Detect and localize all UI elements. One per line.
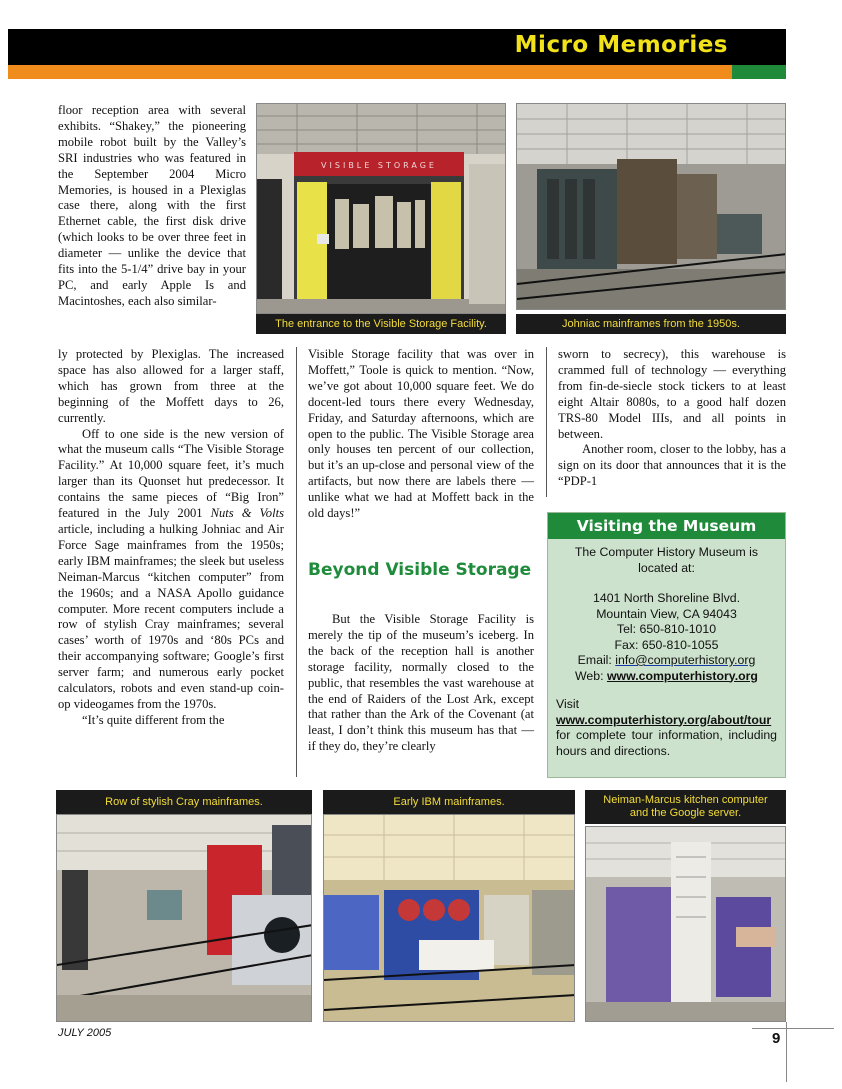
email-link[interactable]: info@computerhistory.org [615, 653, 756, 667]
photo-johniac [516, 103, 786, 310]
entrance-sign-text: VISIBLE STORAGE [321, 161, 437, 170]
johniac-illustration [517, 104, 786, 310]
web-row: Web: www.computerhistory.org [575, 668, 758, 683]
page-number: 9 [772, 1030, 781, 1047]
article-paragraph: “It’s quite different from the [82, 712, 225, 727]
article-paragraph: Another room, closer to the lobby, has a sign on its door that announces that it is the “PDP-1 [558, 442, 786, 489]
photo-ibm [323, 814, 575, 1022]
column-divider [546, 347, 547, 497]
article-paragraph: sworn to secrecy), this warehouse is crammed full of technology — everything from fin-de-siecle stock tickers to at least eight Altair 8080s, to a good half dozen TRS-80 Model IIIs, and all points in between. [558, 347, 786, 441]
article-paragraph: ly protected by Plexiglas. The increased space has also allowed for a larger staff, which has grown from three at the beginning of the Moffett days to 26, currently. [58, 347, 284, 425]
header-stripe-orange [8, 65, 732, 79]
caption-cray: Row of stylish Cray mainframes. [56, 790, 312, 814]
caption-johniac: Johniac mainframes from the 1950s. [516, 314, 786, 334]
article-paragraph: Off to one side is the new version of what the museum calls “The Visible Storage Facility.” At 10,000 square feet, it’s much larger than its Quonset hut predecessor. It contains the same pieces of “Big Iron” featured in the July 2001 Nuts & Volts article, including a hulking Johniac and Air Force Sage mainframes from the 1950s; early IBM mainframes; the sleek but useless Neiman-Marcus “kitchen computer” from the 1960s; and a NASA Apollo guidance computer. More recent computers include a row of stylish Cray mainframes; several cases’ worth of 1970s and ‘80s PCs and their accompanying software; Google’s first server farm; and numerous early pocket calculators, robots and even stand-up coin-op videogames from the 1970s. [58, 426, 284, 711]
article-paragraph: Visible Storage facility that was over in Moffett,” Toole is quick to mention. “Now, we’ve got about 10,000 square feet. We do docent-led tours there every Wednesday, Friday, and Saturday afternoons, which are open to the public. The Visible Storage area only houses ten percent of our collection, but it’s an up-close and personal view of the artifacts, but now there are labels there — unlike what we had at Moffett back in the old days!” [308, 347, 534, 521]
issue-date: JULY 2005 [58, 1027, 112, 1039]
photo-neiman [585, 826, 786, 1022]
phone-number: Tel: 650-810-1010 [616, 622, 717, 636]
address-line-2: Mountain View, CA 94043 [596, 606, 737, 621]
article-column-1b [58, 347, 284, 729]
email-row: Email: info@computerhistory.org [577, 653, 756, 667]
footer-rule [752, 1028, 834, 1029]
sidebar-body [548, 539, 785, 765]
article-column-2b [308, 612, 534, 755]
tour-link[interactable]: www.computerhistory.org/about/tour [556, 712, 772, 727]
neiman-illustration [586, 827, 786, 1022]
caption-ibm: Early IBM mainframes. [323, 790, 575, 814]
sidebar-title: Visiting the Museum [548, 513, 785, 539]
caption-neiman: Neiman-Marcus kitchen computer and the Google server. [585, 790, 786, 824]
address-line-1: 1401 North Shoreline Blvd. [593, 591, 740, 605]
photo-cray [56, 814, 312, 1022]
footer-rule-vertical [786, 1022, 787, 1082]
article-column-3 [558, 347, 786, 490]
caption-entrance: The entrance to the Visible Storage Facility. [256, 314, 506, 334]
article-column-2a [308, 347, 534, 522]
ibm-illustration [324, 815, 575, 1022]
visiting-museum-sidebar [547, 512, 786, 778]
sidebar-visit-text: Visit www.computerhistory.org/about/tour for complete tour information, including hours and directions. [556, 697, 777, 758]
article-paragraph: But the Visible Storage Facility is merely the tip of the museum’s iceberg. In the back of the reception hall is another storage facility, normally closed to the public, that resembles the vast warehouse at the end of Raiders of the Lost Ark, except that rather than the Ark of the Covenant (at least, I don’t think this museum has that — if they do, they’re clearly [308, 612, 534, 754]
website-link[interactable]: www.computerhistory.org [606, 668, 758, 683]
column-divider [296, 347, 297, 777]
cray-illustration [57, 815, 312, 1022]
article-column-1a [58, 103, 246, 310]
article-subhead: Beyond Visible Storage [308, 560, 532, 580]
section-title: Micro Memories [514, 32, 728, 58]
fax-number: Fax: 650-810-1055 [614, 637, 719, 652]
entrance-illustration [257, 104, 506, 314]
article-paragraph: floor reception area with several exhibits. “Shakey,” the pioneering mobile robot built by the Valley’s SRI industries who was featured in the September 2004 Micro Memories, is housed in a Plexiglas case there, along with the first Ethernet cable, the first disk drive (which looks to be over three feet in diameter — unlike the device that fits into the 5-1/4” drive bay in your PC, and early Apple Is and Macintoshes, each also similar- [58, 103, 246, 308]
sidebar-intro: The Computer History Museum is located at: [574, 545, 759, 575]
photo-entrance [256, 103, 506, 314]
header-stripe-green [732, 65, 786, 79]
header-bar [8, 29, 786, 65]
